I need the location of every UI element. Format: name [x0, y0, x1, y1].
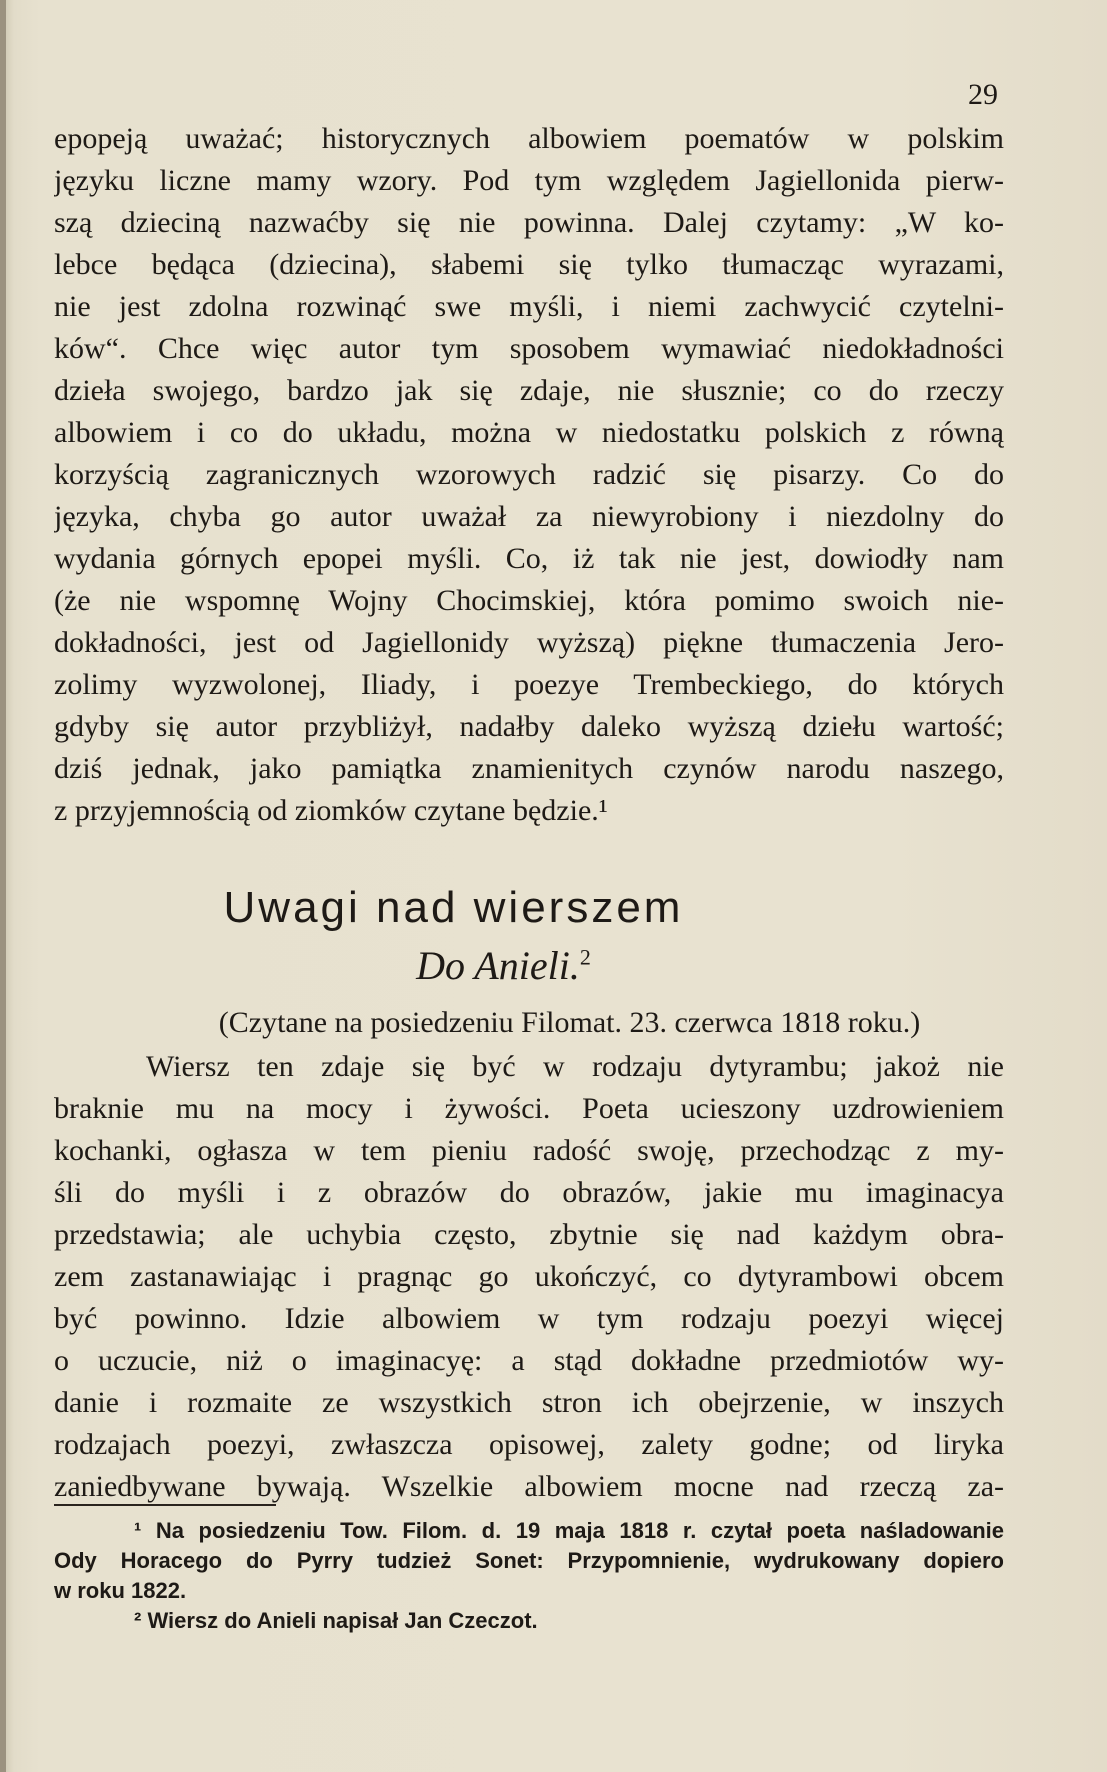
- text-line: braknie mu na mocy i żywości. Poeta ucieszony uzdrowieniem: [54, 1092, 1004, 1125]
- text-line: danie i rozmaite ze wszystkich stron ich obejrzenie, w inszych: [54, 1386, 1004, 1419]
- page-number: 29: [968, 78, 998, 111]
- footnote-line: Ody Horacego do Pyrry tudzież Sonet: Przypomnienie, wydrukowany dopiero: [54, 1548, 1004, 1573]
- text-line: albowiem i co do układu, można w niedostatku polskich z równą: [54, 416, 1004, 449]
- text-line: zolimy wyzwolonej, Iliady, i poezye Trembeckiego, do których: [54, 668, 1004, 701]
- text-line: szą dzieciną nazwaćby się nie powinna. Dalej czytamy: „W ko-: [54, 206, 1004, 239]
- text-line: nie jest zdolna rozwinąć swe myśli, i niemi zachwycić czytelni-: [54, 290, 1004, 323]
- continued-text-block: [54, 118, 1004, 832]
- text-line: epopeją uważać; historycznych albowiem poematów w polskim: [54, 122, 1004, 155]
- text-line: z przyjemnością od ziomków czytane będzie.¹: [54, 794, 608, 827]
- footnote-line: ² Wiersz do Anieli napisał Jan Czeczot.: [134, 1608, 538, 1633]
- text-line: gdyby się autor przybliżył, nadałby daleko wyższą dziełu wartość;: [54, 710, 1004, 743]
- text-line: korzyścią zagranicznych wzorowych radzić się pisarzy. Co do: [54, 458, 1004, 491]
- text-line: kochanki, ogłasza w tem pieniu radość swoję, przechodząc z my-: [54, 1134, 1004, 1167]
- section-note: (Czytane na posiedzeniu Filomat. 23. czerwca 1818 roku.): [218, 1006, 921, 1039]
- text-line: wydania górnych epopei myśli. Co, iż tak nie jest, dowiodły nam: [54, 542, 1004, 575]
- footnotes-block: [54, 1516, 1004, 1636]
- text-line: dzieła swojego, bardzo jak się zdaje, nie słusznie; co do rzeczy: [54, 374, 1004, 407]
- text-line: ków“. Chce więc autor tym sposobem wymawiać niedokładności: [54, 332, 1004, 365]
- text-line: zem zastanawiając i pragnąc go ukończyć, co dytyrambowi obcem: [54, 1260, 1004, 1293]
- text-line: dokładności, jest od Jagiellonidy wyższą) piękne tłumaczenia Jero-: [54, 626, 1004, 659]
- text-line: dziś jednak, jako pamiątka znamienitych czynów narodu naszego,: [54, 752, 1004, 785]
- footnote-line: w roku 1822.: [54, 1578, 187, 1603]
- text-line: języka, chyba go autor uważał za niewyrobiony i niezdolny do: [54, 500, 1004, 533]
- section-subtitle: [0, 942, 1057, 989]
- text-line: (że nie wspomnę Wojny Chocimskiej, która pomimo swoich nie-: [54, 584, 1004, 617]
- section-title: Uwagi nad wierszem: [223, 883, 684, 932]
- text-line: być powinno. Idzie albowiem w tym rodzaju poezyi więcej: [54, 1302, 1004, 1335]
- text-line: Wiersz ten zdaje się być w rodzaju dytyrambu; jakoż nie: [146, 1050, 1004, 1083]
- text-line: lebce będąca (dziecina), słabemi się tylko tłumacząc wyrazami,: [54, 248, 1004, 281]
- section-subtitle-text: Do Anieli.: [416, 943, 580, 988]
- text-line: śli do myśli i z obrazów do obrazów, jakie mu imaginacya: [54, 1176, 1004, 1209]
- section-text-block: [54, 1046, 1004, 1508]
- text-line: języku liczne mamy wzory. Pod tym względem Jagiellonida pierw-: [54, 164, 1004, 197]
- text-line: o uczucie, niż o imaginacyę: a stąd dokładne przedmiotów wy-: [54, 1344, 1004, 1377]
- text-line: przedstawia; ale uchybia często, zbytnie się nad każdym obra-: [54, 1218, 1004, 1251]
- footnote-line: ¹ Na posiedzeniu Tow. Filom. d. 19 maja 1818 r. czytał poeta naśladowanie: [134, 1518, 1004, 1543]
- text-line: zaniedbywane bywają. Wszelkie albowiem mocne nad rzeczą za-: [54, 1470, 1004, 1503]
- text-line: rodzajach poezyi, zwłaszcza opisowej, zalety godne; od liryka: [54, 1428, 1004, 1461]
- footnote-mark: 2: [579, 944, 591, 970]
- footnote-divider: [54, 1504, 276, 1506]
